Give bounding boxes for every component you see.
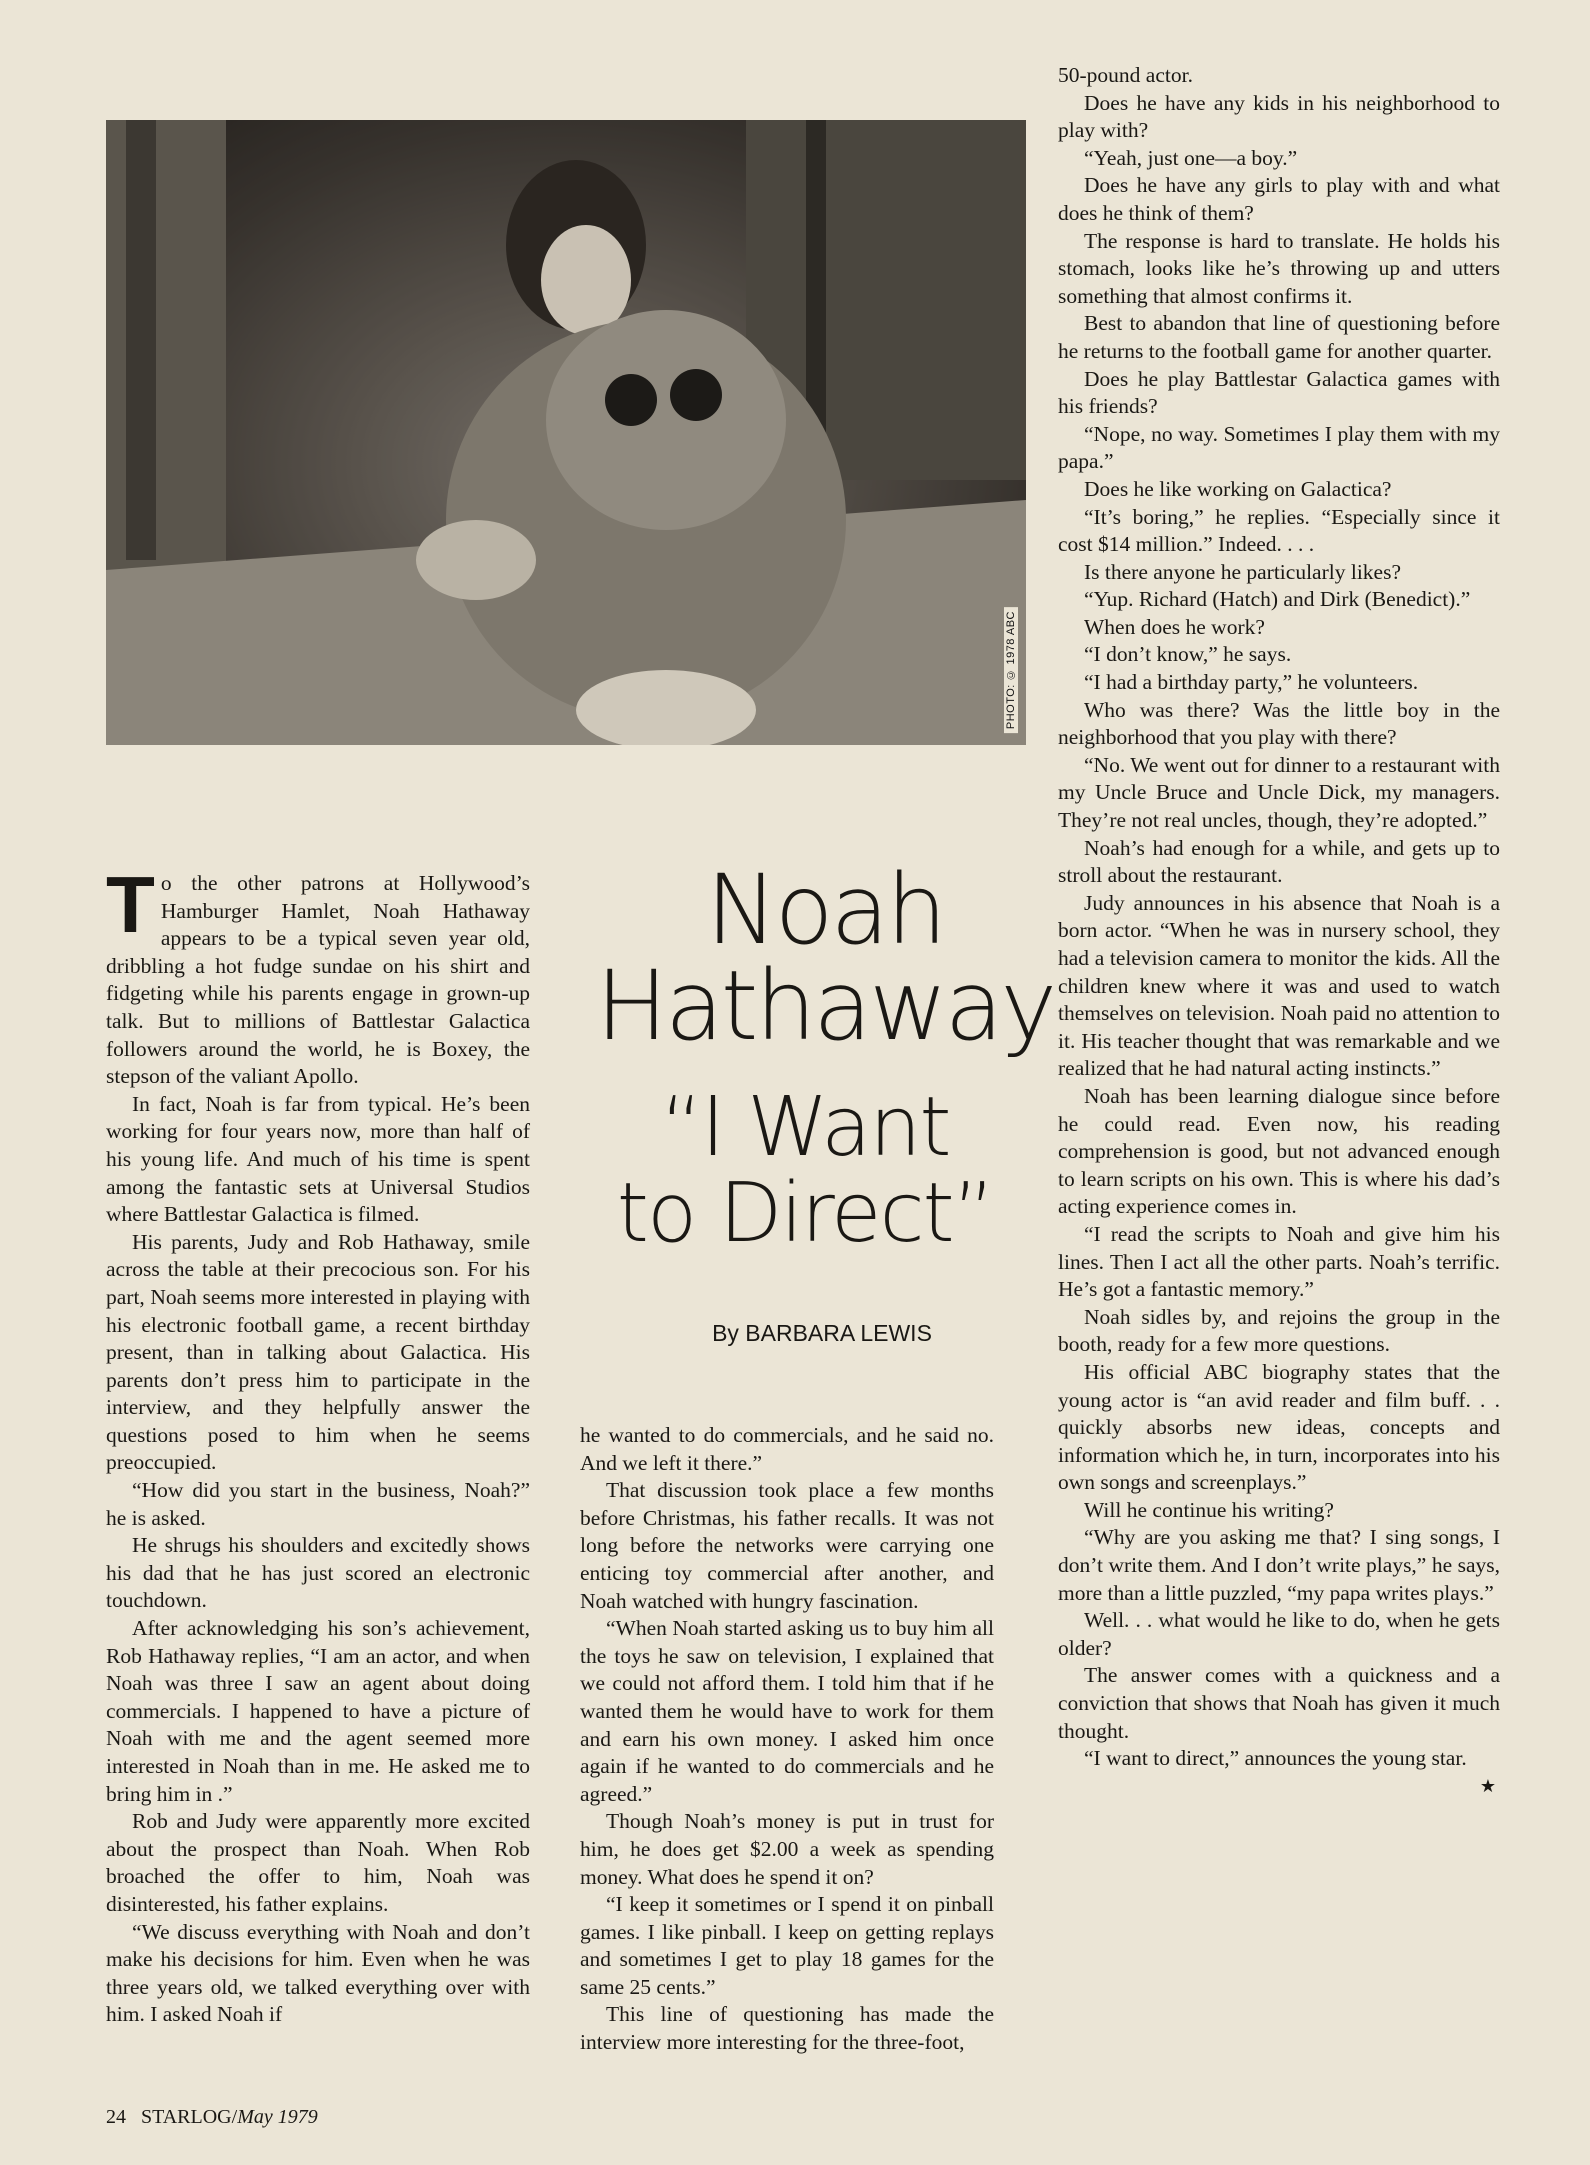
paragraph: “I want to direct,” announces the young star. ★ (1058, 1745, 1500, 1773)
paragraph: “How did you start in the business, Noah?” he is asked. (106, 1478, 530, 1530)
paragraph: That discussion took place a few months before Christmas, his father recalls. It was not long before the networks were carrying one enticing toy commercial after another, and Noah watched with hungry fascination. (580, 1478, 994, 1613)
paragraph: The answer comes with a quickness and a conviction that shows that Noah has given it much thought. (1058, 1663, 1500, 1743)
paragraph: “I keep it sometimes or I spend it on pinball games. I like pinball. I keep on getting replays and sometimes I get to play 18 games for the same 25 cents.” (580, 1892, 994, 1999)
paragraph: His official ABC biography states that the young actor is “an avid reader and film buff. . . quickly absorbs new ideas, concepts and information which he, in turn, incorporates into his own songs and screenplays.” (1058, 1359, 1500, 1495)
paragraph: Who was there? Was the little boy in the neighborhood that you play with there? (1058, 697, 1500, 750)
issue-date: May 1979 (237, 2106, 318, 2128)
paragraph: Judy announces in his absence that Noah is a born actor. “When he was in nursery school, they had a television camera to monitor the kids. All the children knew where it was and used to watch themselves on television. Noah paid no attention to it. His teacher thought that was remarkable and we realized that he had natural acting instincts.” (1058, 890, 1500, 1081)
paragraph: After acknowledging his son’s achievement, Rob Hathaway replies, “I am an actor, and when Noah was three I saw an agent about doing commercials. I happened to have a picture of Noah with me and the agent seemed more interested in Noah than in me. He asked me to bring him in .” (106, 1616, 530, 1806)
end-mark-star-icon: ★ (1479, 1775, 1496, 1796)
paragraph: “Nope, no way. Sometimes I play them with my papa.” (1058, 421, 1500, 474)
paragraph: He shrugs his shoulders and excitedly shows his dad that he has just scored an electronic touchdown. (106, 1533, 530, 1613)
paragraph: Well. . . what would he like to do, when he gets older? (1058, 1608, 1500, 1660)
paragraph: Does he play Battlestar Galactica games with his friends? (1058, 366, 1500, 419)
title-line-1: Noah (705, 854, 945, 966)
page-number: 24 (106, 2106, 126, 2128)
paragraph: “Yeah, just one—a boy.” (1084, 145, 1298, 170)
byline: By BARBARA LEWIS (712, 1320, 932, 1346)
paragraph: Best to abandon that line of questioning before he returns to the football game for another quarter. (1058, 311, 1500, 363)
article-column-2 (580, 1422, 994, 2057)
subtitle-line-2: to Direct” (616, 1166, 994, 1261)
paragraph: “Yup. Richard (Hatch) and Dirk (Benedict).” (1084, 587, 1471, 612)
paragraph: When does he work? (1084, 614, 1265, 639)
article-subtitle (590, 1080, 1020, 1261)
paragraph: Does he like working on Galactica? (1084, 476, 1392, 501)
paragraph: “It’s boring,” he replies. “Especially since it cost $14 million.” Indeed. . . . (1058, 504, 1500, 557)
paragraph: Rob and Judy were apparently more excited about the prospect than Noah. When Rob broached the offer to him, Noah was disinterested, his father explains. (106, 1809, 530, 1916)
photo-illustration (106, 120, 1026, 745)
magazine-name: STARLOG/ (141, 2106, 238, 2128)
subtitle-line-1: “I Want (660, 1080, 950, 1175)
article-title (590, 854, 1060, 1062)
paragraph: Does he have any kids in his neighborhood to play with? (1058, 90, 1500, 143)
paragraph: His parents, Judy and Rob Hathaway, smile across the table at their precocious son. For his part, Noah seems more interested in playing with his electronic football game, a recent birthday present, than in talking about Galactica. His parents don’t press him to participate in the interview, and they helpfully answer the questions posed to him when he seems preoccupied. (106, 1229, 530, 1475)
paragraph: “I had a birthday party,” he volunteers. (1084, 670, 1419, 695)
paragraph: “I don’t know,” he says. (1084, 642, 1292, 667)
title-line-2: Hathaway (595, 950, 1055, 1062)
paragraph: Noah sidles by, and rejoins the group in the booth, ready for a few more questions. (1058, 1304, 1500, 1357)
paragraph: The response is hard to translate. He holds his stomach, looks like he’s throwing up and utters something that almost confirms it. (1058, 228, 1500, 308)
paragraph: To the other patrons at Hollywood’s Hamburger Hamlet, Noah Hathaway appears to be a typical seven year old, dribbling a hot fudge sundae on his shirt and fidgeting while his parents engage in grown-up talk. But to millions of Battlestar Galactica followers around the world, he is Boxey, the stepson of the valiant Apollo. (106, 860, 530, 1089)
article-column-1 (106, 860, 530, 2029)
paragraph: “No. We went out for dinner to a restaurant with my Uncle Bruce and Uncle Dick, my managers. They’re not real uncles, though, they’re adopted.” (1058, 752, 1500, 833)
paragraph: he wanted to do commercials, and he said no. And we left it there.” (580, 1423, 994, 1475)
paragraph: “Why are you asking me that? I sing songs, I don’t write them. And I don’t write plays,” he says, more than a little puzzled, “my papa writes plays.” (1058, 1525, 1500, 1605)
paragraph: 50-pound actor. (1058, 63, 1193, 87)
paragraph: “We discuss everything with Noah and don’t make his decisions for him. Even when he was three years old, we talked everything over with him. I asked Noah if (106, 1919, 530, 2027)
paragraph: Is there anyone he particularly likes? (1084, 559, 1401, 584)
paragraph: Does he have any girls to play with and what does he think of them? (1058, 173, 1500, 225)
drop-cap: T (106, 860, 155, 949)
paragraph: This line of questioning has made the interview more interesting for the three-foot, (580, 2002, 994, 2055)
paragraph: Noah has been learning dialogue since before he could read. Even now, his reading comprehension is good, but not advanced enough to learn scripts on his own. This is where his dad’s acting experience comes in. (1058, 1083, 1500, 1219)
article-photo (106, 120, 1026, 745)
paragraph: Will he continue his writing? (1084, 1497, 1334, 1522)
page-folio (106, 2106, 318, 2129)
paragraph: In fact, Noah is far from typical. He’s been working for four years now, more than half of his young life. And much of his time is spent among the fantastic sets at Universal Studios where Battlestar Galactica is filmed. (106, 1091, 530, 1227)
paragraph: “When Noah started asking us to buy him all the toys he saw on television, I explained that we could not afford them. I told him that if he wanted them he would have to work for them and earn his own money. I asked him once again if he wanted to do commercials and he agreed.” (580, 1616, 994, 1806)
paragraph: Noah’s had enough for a while, and gets up to stroll about the restaurant. (1058, 835, 1500, 888)
paragraph: “I read the scripts to Noah and give him his lines. Then I act all the other parts. Noah’s terrific. He’s got a fantastic memory.” (1058, 1221, 1500, 1302)
article-column-3 (1058, 62, 1500, 1800)
photo-credit: PHOTO: © 1978 ABC (1004, 607, 1018, 733)
paragraph: Though Noah’s money is put in trust for him, he does get $2.00 a week as spending money. What does he spend it on? (580, 1809, 994, 1889)
